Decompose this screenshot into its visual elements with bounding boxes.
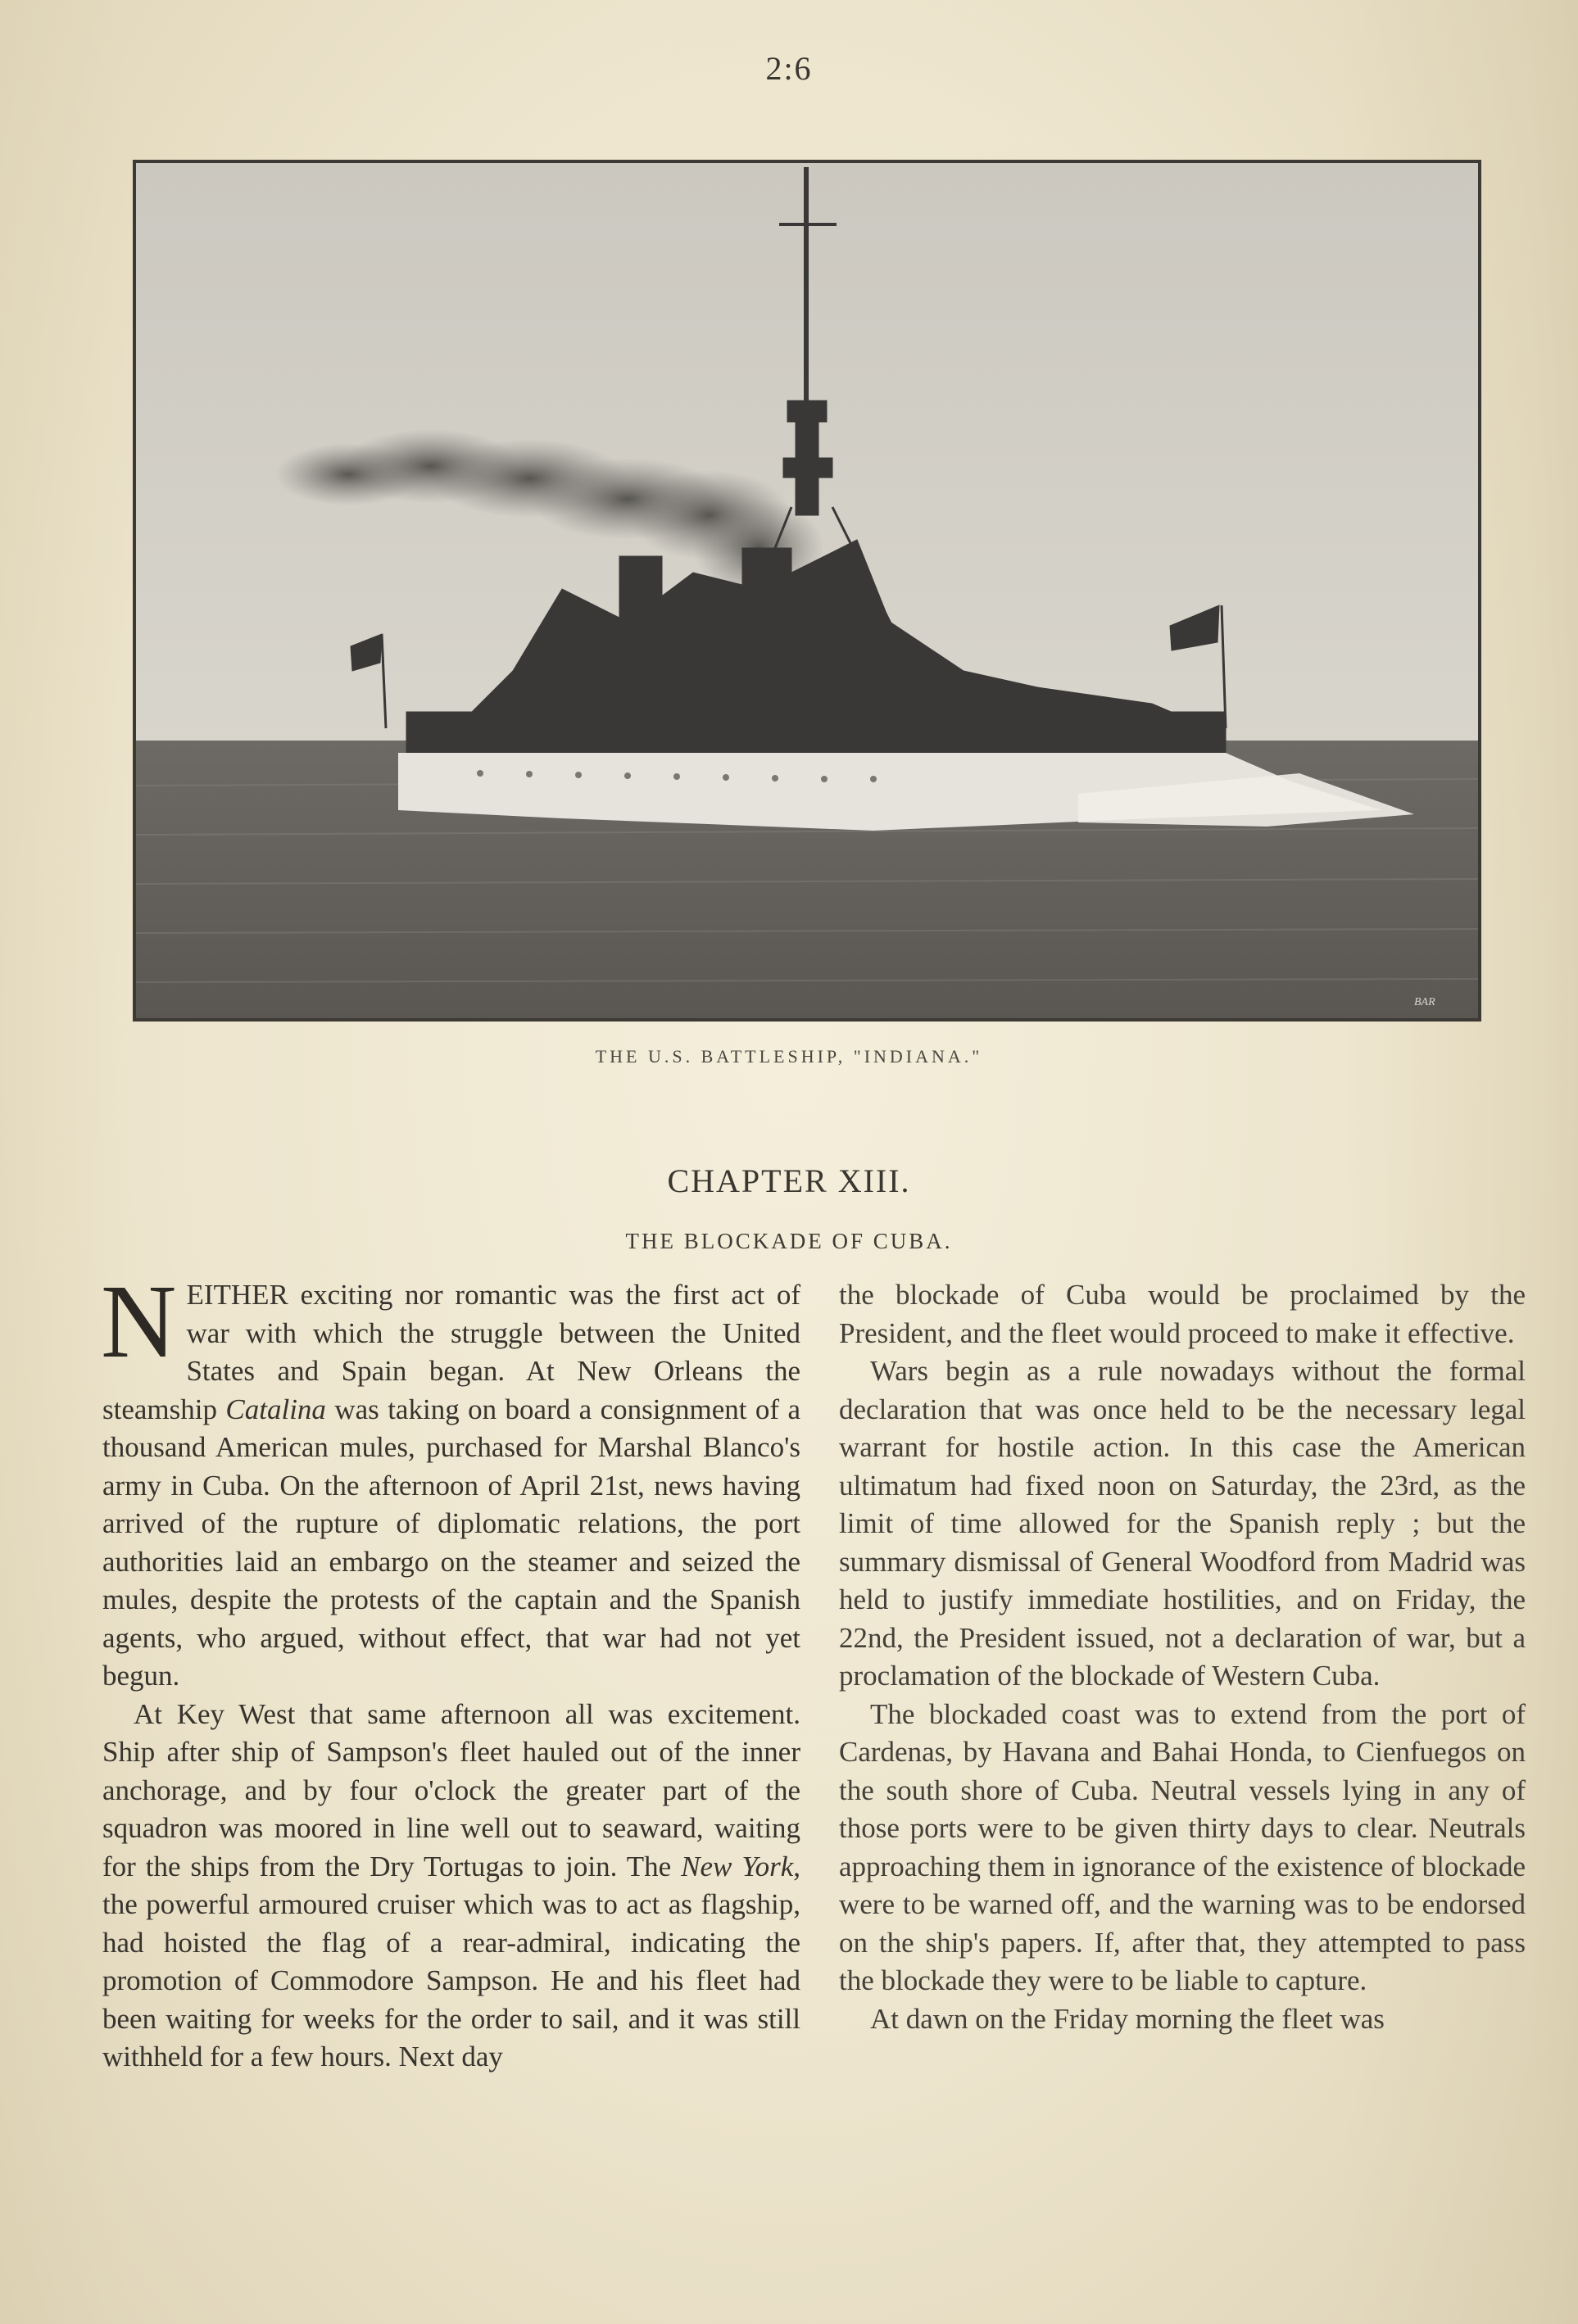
ship-name: Catalina [225, 1393, 326, 1425]
paragraph [102, 1696, 800, 2077]
paragraph: At dawn on the Friday morning the fleet was [870, 2002, 1385, 2035]
paragraph-text: EITHER exciting nor romantic was the first act of war with which the struggle between the United States and Spain began. At New Orleans the steamship [102, 1279, 800, 1425]
figure-caption: THE U.S. BATTLESHIP, "INDIANA." [595, 1046, 983, 1067]
chapter-subtitle: THE BLOCKADE OF CUBA. [625, 1229, 953, 1253]
right-column [839, 1276, 1526, 2038]
paragraph: Wars begin as a rule nowadays without the formal declaration that was once held to be the necessary legal warrant for hostile action. In this case the American ultimatum had fixed noon on Saturday, the 23rd, as the limit of time allowed for the Spanish reply ; but the summary dismissal of General Woodford from Madrid was held to justify immediate hostilities, and on Friday, the 22nd, the President issued, not a declaration of war, but a proclamation of the blockade of Western Cuba. [839, 1355, 1526, 1692]
battleship-photo [136, 163, 1478, 1018]
left-column [101, 1263, 800, 2077]
paragraph-text: was taking on board a consignment of a thousand American mules, purchased for Marshal Blanco's army in Cuba. On the afternoon of April 21st, news having arrived of the rupture of diplomatic relations, the port authorities laid an embargo on the steamer and seized the mules, despite the protests of the captain and the Spanish agents, who argued, without effect, that war had not yet begun. [102, 1393, 800, 1692]
paragraph-text: At Key West that same afternoon all was excitement. Ship after ship of Sampson's fleet hauled out of the inner anchorage, and by four o'clock the greater part of the squadron was moored in line well out to seaward, waiting for the ships from the Dry Tortugas to join. The [102, 1697, 800, 1882]
battleship-illustration [133, 160, 1481, 1022]
paragraph: The blockaded coast was to extend from the port of Cardenas, by Havana and Bahai Honda, to Cienfuegos on the south shore of Cuba. Neutral vessels lying in any of those ports were to be given thirty days to clear. Neutrals approaching them in ignorance of the existence of blockade were to be warned off, and the warning was to be endorsed on the ship's papers. If, after that, they attempted to pass the blockade they were to be liable to capture. [839, 1697, 1526, 1996]
paragraph-text: , the powerful armoured cruiser which was to act as flagship, had hoisted the flag of a rear-admiral, indicating the promotion of Commodore Sampson. He and his fleet had been waiting for weeks for the order to sail, and it was still withheld for a few hours. Next day [102, 1850, 800, 2073]
page-number: 2:6 [765, 50, 813, 87]
engraver-signature: BAR [1414, 996, 1435, 1008]
chapter-title: CHAPTER XIII. [667, 1162, 911, 1199]
paragraph: the blockade of Cuba would be proclaimed by the President, and the fleet would proceed to make it effective. [839, 1279, 1526, 1349]
drop-cap: N [101, 1263, 177, 1379]
paragraph [101, 1263, 800, 1696]
ship-name: New York [681, 1850, 794, 1882]
